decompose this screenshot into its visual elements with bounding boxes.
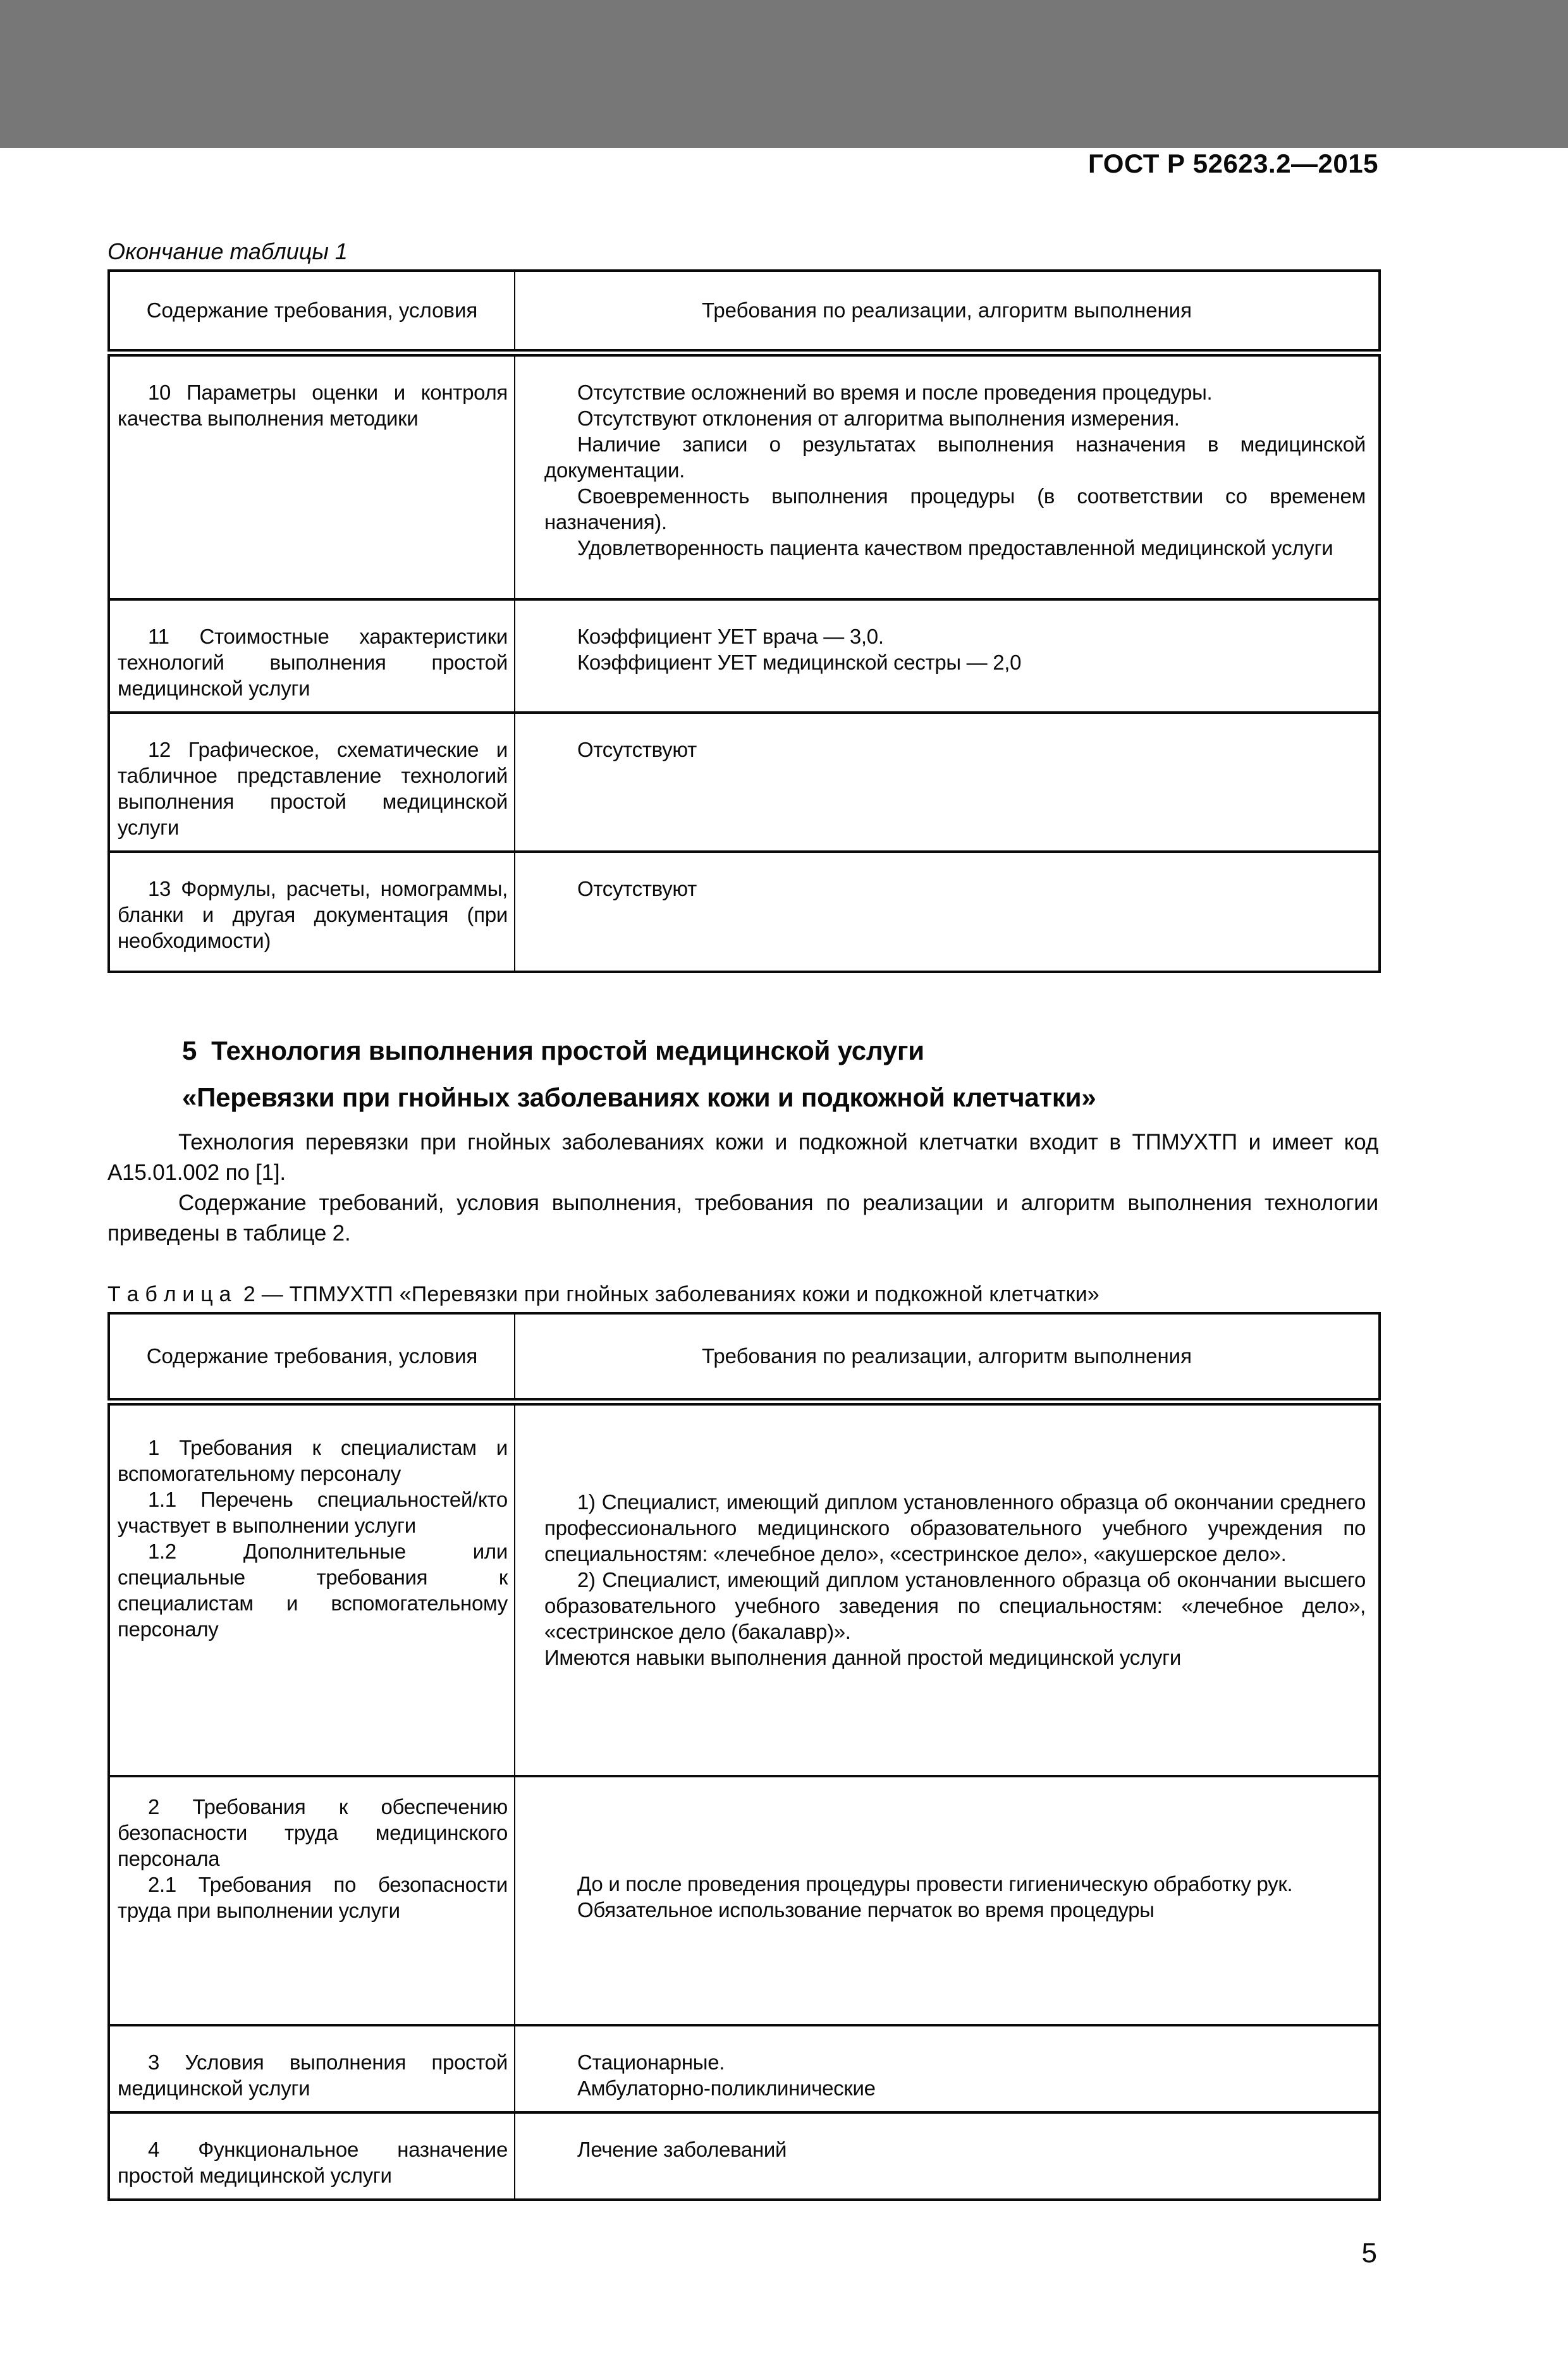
table-row — [109, 2025, 1380, 2112]
paragraph: Удовлетворенность пациента качеством предоставленной медицинской услуги — [577, 536, 1333, 560]
paragraph: Наличие записи о результатах выполнения назначения в медицинской документации. — [544, 432, 1366, 482]
requirement-cell — [109, 852, 515, 972]
paragraph: 3 Условия выполнения простой медицинской услуги — [118, 2050, 508, 2100]
paragraph: 12 Графическое, схематические и табличное представление технологий выполнения простой медицинской услуги — [118, 738, 508, 839]
requirement-cell — [109, 353, 515, 599]
implementation-cell — [515, 1776, 1380, 2025]
paragraph: 13 Формулы, расчеты, номограммы, бланки и другая документация (при необходимости) — [118, 877, 508, 952]
table-row — [109, 1776, 1380, 2025]
table-row — [109, 599, 1380, 713]
table2-header-row — [109, 1313, 1380, 1402]
paragraph: 1 Требования к специалистам и вспомогательному персоналу — [118, 1436, 508, 1485]
paragraph: 4 Функциональное назначение простой медицинской услуги — [118, 2138, 508, 2187]
table2-caption: Т а б л и ц а 2 — ТПМУХТП «Перевязки при гнойных заболеваниях кожи и подкожной клетчатки» — [107, 1282, 1100, 1306]
paragraph: 1) Специалист, имеющий диплом установленного образца об окончании среднего профессионального медицинского образовательного учебного учреждения по специальностям: «лечебное дело», «сестринское дело», «акушерское дело». — [544, 1490, 1366, 1566]
implementation-cell — [515, 713, 1380, 852]
paragraph: 2.1 Требования по безопасности труда при выполнении услуги — [118, 1873, 508, 1922]
document-page — [0, 148, 1568, 2366]
section-body — [107, 1127, 1378, 1249]
page-content — [107, 148, 1378, 2269]
page-number: 5 — [1361, 2238, 1377, 2269]
paragraph: Коэффициент УЕТ медицинской сестры — 2,0 — [577, 651, 1022, 674]
paragraph: Коэффициент УЕТ врача — 3,0. — [577, 625, 884, 648]
implementation-cell — [515, 353, 1380, 599]
table1-continuation-label: Окончание таблицы 1 — [107, 238, 348, 264]
requirement-cell — [109, 1776, 515, 2025]
implementation-cell — [515, 852, 1380, 972]
paragraph: Содержание требований, условия выполнения, требования по реализации и алгоритм выполнения технологии приведены в таблице 2. — [107, 1191, 1378, 1246]
section-heading-line2: «Перевязки при гнойных заболеваниях кожи и подкожной клетчатки» — [182, 1082, 1096, 1112]
table-row — [109, 852, 1380, 972]
paragraph: Амбулаторно-поликлинические — [577, 2076, 876, 2100]
table2-col-header-requirements: Содержание требования, условия — [109, 1313, 515, 1402]
paragraph: 10 Параметры оценки и контроля качества выполнения методики — [118, 381, 508, 430]
table-row — [109, 353, 1380, 599]
paragraph: 1.2 Дополнительные или специальные требования к специалистам и вспомогательному персоналу — [118, 1540, 508, 1641]
requirement-cell — [109, 1402, 515, 1776]
requirement-cell — [109, 599, 515, 713]
paragraph: Обязательное использование перчаток во время процедуры — [577, 1898, 1155, 1922]
section-heading-line1: 5 Технология выполнения простой медицинской услуги — [182, 1036, 924, 1065]
paragraph: Отсутствуют отклонения от алгоритма выполнения измерения. — [577, 407, 1180, 430]
paragraph: 1.1 Перечень специальностей/кто участвует в выполнении услуги — [118, 1488, 508, 1537]
document-code: ГОСТ Р 52623.2—2015 — [1088, 149, 1378, 178]
paragraph: Отсутствуют — [577, 738, 697, 761]
table2 — [107, 1312, 1381, 2201]
table2-col-header-implementation: Требования по реализации, алгоритм выполнения — [515, 1313, 1380, 1402]
implementation-cell — [515, 2112, 1380, 2200]
table1-col-header-implementation: Требования по реализации, алгоритм выполнения — [515, 271, 1380, 353]
paragraph: До и после проведения процедуры провести гигиеническую обработку рук. — [577, 1872, 1293, 1896]
table-row — [109, 2112, 1380, 2200]
table1 — [107, 269, 1381, 973]
table-row — [109, 713, 1380, 852]
table-row — [109, 1402, 1380, 1776]
table1-col-header-requirements: Содержание требования, условия — [109, 271, 515, 353]
paragraph: Стационарные. — [577, 2050, 725, 2074]
paragraph: 11 Стоимостные характеристики технологий выполнения простой медицинской услуги — [118, 625, 508, 700]
requirement-cell — [109, 713, 515, 852]
paragraph: Своевременность выполнения процедуры (в соответствии со временем назначения). — [544, 484, 1366, 534]
paragraph: 2) Специалист, имеющий диплом установленного образца об окончании высшего образовательного учебного заведения по специальностям: «лечебное дело», «сестринское дело (бакалавр)». — [544, 1568, 1366, 1643]
implementation-cell — [515, 1402, 1380, 1776]
requirement-cell — [109, 2112, 515, 2200]
table1-header-row — [109, 271, 1380, 353]
paragraph: Отсутствие осложнений во время и после проведения процедуры. — [577, 381, 1213, 404]
paragraph: Лечение заболеваний — [577, 2138, 787, 2161]
requirement-cell — [109, 2025, 515, 2112]
paragraph: Отсутствуют — [577, 877, 697, 900]
paragraph: Технология перевязки при гнойных заболеваниях кожи и подкожной клетчатки входит в ТПМУХТП и имеет код А15.01.002 по [1]. — [107, 1130, 1378, 1185]
section-heading — [107, 1027, 1378, 1121]
implementation-cell — [515, 2025, 1380, 2112]
paragraph: 2 Требования к обеспечению безопасности труда медицинского персонала — [118, 1795, 508, 1870]
implementation-cell — [515, 599, 1380, 713]
paragraph: Имеются навыки выполнения данной простой медицинской услуги — [544, 1646, 1181, 1669]
